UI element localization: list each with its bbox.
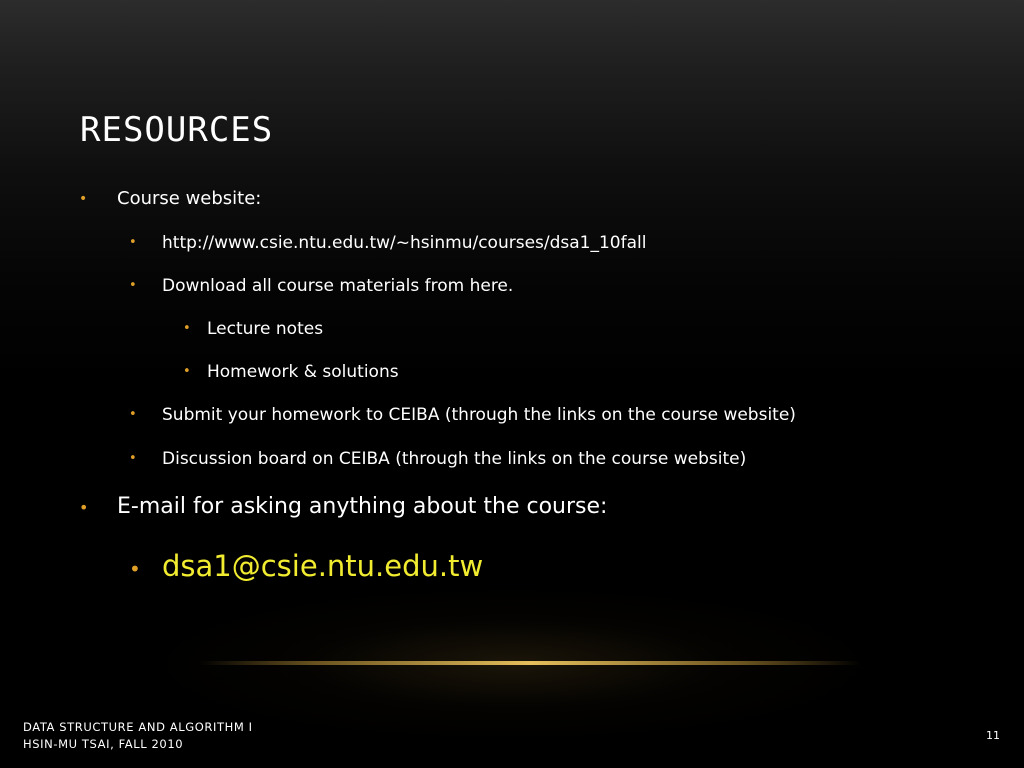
decorative-gold-rule (200, 661, 860, 665)
email-address-link[interactable]: dsa1@csie.ntu.edu.tw (162, 549, 484, 583)
bullet-download (129, 274, 514, 298)
bullet-marker: • (79, 191, 88, 207)
bullet-marker: • (183, 364, 191, 379)
bullet-marker: • (129, 278, 137, 293)
bullet-email-prompt (79, 492, 608, 522)
footer-course: DATA STRUCTURE AND ALGORITHM I (23, 720, 253, 734)
bullet-marker: • (183, 321, 191, 336)
bullet-marker: • (79, 498, 89, 517)
bullet-text: Discussion board on CEIBA (through the links on the course website) (162, 449, 747, 469)
bullet-text: E-mail for asking anything about the course: (117, 494, 608, 519)
bullet-course-website (79, 187, 262, 211)
bullet-lecture-notes (183, 317, 324, 341)
bullet-homework-solutions (183, 360, 399, 384)
bullet-marker: • (129, 557, 141, 581)
bullet-marker: • (129, 235, 137, 250)
page-number: 11 (986, 729, 1000, 742)
bullet-text: Submit your homework to CEIBA (through the links on the course website) (162, 405, 796, 425)
bullet-text: Lecture notes (207, 319, 324, 339)
footer-instructor-term: HSIN-MU TSAI, FALL 2010 (23, 737, 184, 751)
bullet-marker: • (129, 407, 137, 422)
slide-footer (23, 719, 253, 753)
bullet-email-address (129, 547, 484, 585)
bullet-text: Homework & solutions (207, 362, 399, 382)
bullet-text: Course website: (117, 188, 262, 209)
bullet-discussion-board (129, 447, 747, 471)
bullet-course-url (129, 231, 647, 255)
bullet-text: Download all course materials from here. (162, 276, 514, 296)
bullet-marker: • (129, 451, 137, 466)
course-url-link[interactable]: http://www.csie.ntu.edu.tw/~hsinmu/courses/dsa1_10fall (162, 233, 647, 253)
slide-title: RESOURCES (80, 110, 274, 150)
bullet-submit-homework (129, 403, 796, 427)
